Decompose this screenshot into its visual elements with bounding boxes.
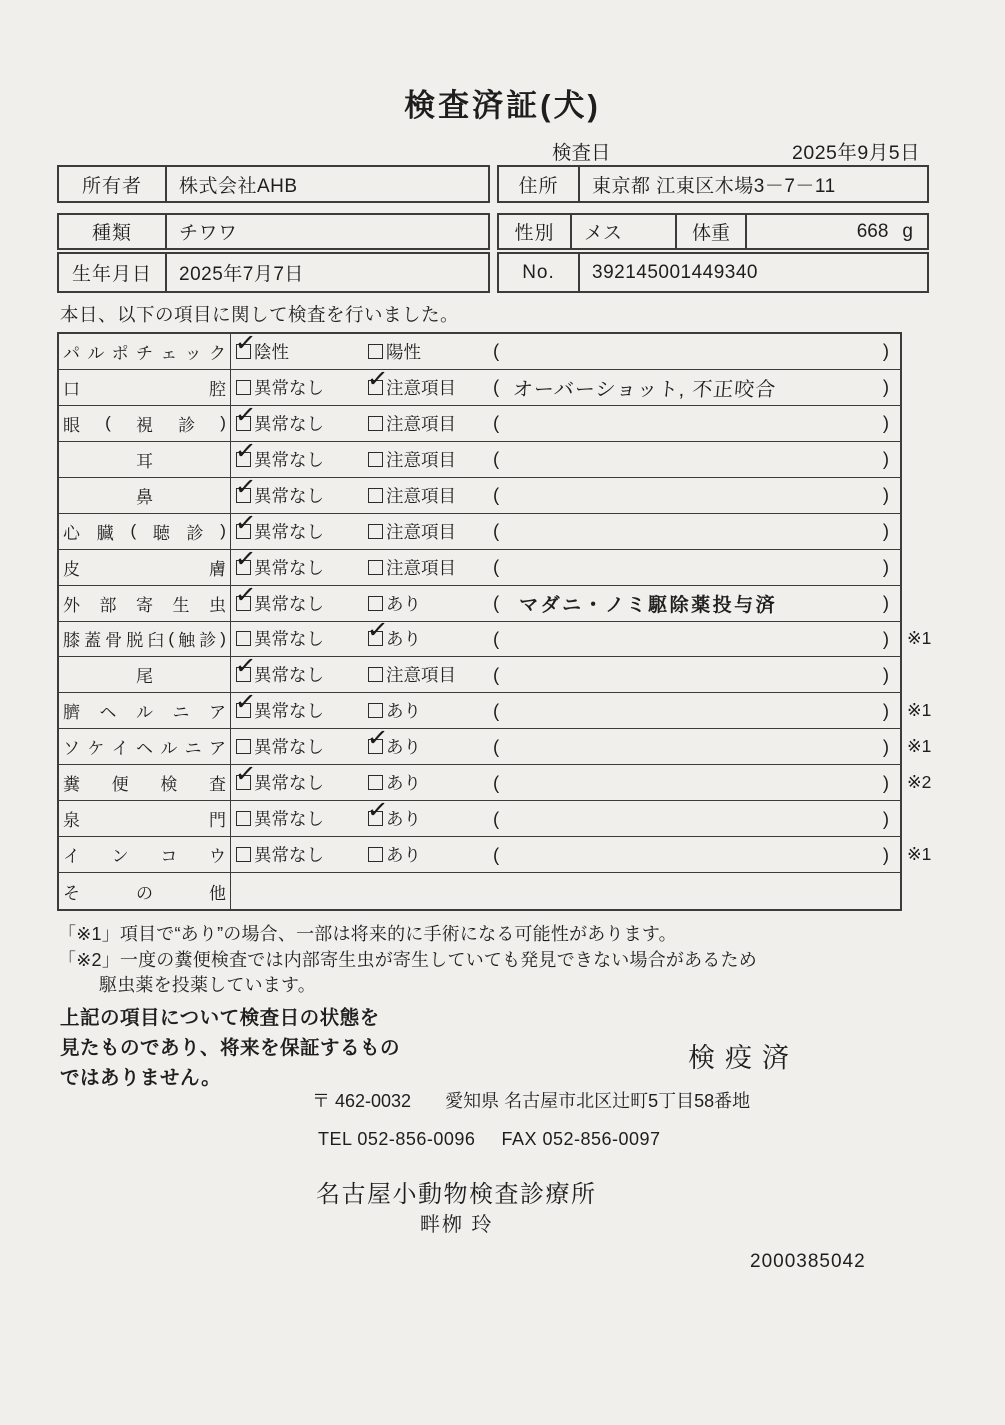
- remarks-field[interactable]: [493, 478, 889, 513]
- option-1-label: 異常なし: [254, 413, 324, 434]
- paren-close: ): [882, 340, 889, 362]
- exam-item-name: ソ ケ イ ヘ ル ニ ア: [59, 729, 231, 764]
- option-1-label: 異常なし: [254, 701, 324, 722]
- option-2-label: あり: [386, 701, 421, 722]
- sex-value: メス: [572, 215, 677, 248]
- clinic-address: 愛知県 名古屋市北区辻町5丁目58番地: [445, 1091, 751, 1111]
- paren-open: (: [493, 556, 500, 578]
- exam-item-name: 尾: [59, 657, 231, 692]
- checkbox-option-1[interactable]: [236, 560, 251, 575]
- exam-row-content: [231, 657, 900, 692]
- exam-row: [59, 334, 900, 370]
- exam-row-content: [231, 873, 900, 909]
- option-2-label: 注意項目: [386, 485, 456, 506]
- disclaimer: [60, 1003, 400, 1093]
- checkbox-option-1[interactable]: [236, 667, 251, 682]
- remarks-field[interactable]: [493, 550, 889, 585]
- paren-close: ): [882, 448, 889, 470]
- option-2-label: あり: [386, 737, 421, 758]
- exam-item-name: 膝 蓋 骨 脱 臼 ( 触 診 ): [59, 622, 231, 657]
- owner-box: [57, 165, 490, 203]
- exam-row: [59, 622, 932, 658]
- exam-row-content: [231, 334, 900, 369]
- exam-row-content: [231, 765, 932, 800]
- row-note-mark: ※1: [907, 700, 932, 721]
- exam-row-content: [231, 442, 900, 477]
- sex-label: 性別: [499, 215, 572, 248]
- checkbox-option-2[interactable]: [368, 739, 383, 754]
- clinic-postal-code: 〒 462-0032: [312, 1091, 412, 1111]
- checkbox-option-1[interactable]: [236, 631, 251, 646]
- option-1: [236, 729, 324, 764]
- owner-label: 所有者: [59, 167, 167, 201]
- breed-label: 種類: [59, 215, 167, 248]
- footnote-2-line1: 「※2」一度の糞便検査では内部寄生虫が寄生していても発見できない場合があるため: [58, 950, 757, 970]
- exam-row: [59, 478, 900, 514]
- option-1: [236, 765, 324, 800]
- checkbox-option-2[interactable]: [368, 560, 383, 575]
- exam-item-name: 鼻: [59, 478, 231, 513]
- paren-close: ): [882, 663, 889, 685]
- clinic-name: 名古屋小動物検査診療所: [316, 1181, 597, 1208]
- option-2-label: 注意項目: [386, 521, 456, 542]
- certificate-number-box: [497, 252, 929, 293]
- exam-item-name: 耳: [59, 442, 231, 477]
- option-2: [368, 657, 456, 692]
- clinic-tel-line: [318, 1129, 661, 1150]
- examiner-name: 畔栁 玲: [420, 1214, 494, 1236]
- exam-row: [59, 873, 900, 909]
- remarks-field[interactable]: [493, 406, 889, 441]
- option-1: [236, 586, 324, 621]
- paren-close: ): [882, 592, 889, 614]
- paren-close: ): [882, 627, 889, 649]
- checkbox-option-1[interactable]: [236, 811, 251, 826]
- paren-close: ): [882, 376, 889, 398]
- option-2-label: あり: [386, 593, 421, 614]
- breed-box: [57, 213, 490, 250]
- paren-close: ): [882, 807, 889, 829]
- remarks-field[interactable]: [493, 514, 889, 549]
- paren-open: (: [493, 627, 500, 649]
- checkbox-option-1[interactable]: [236, 739, 251, 754]
- paren-open: (: [493, 592, 500, 614]
- paren-close: ): [882, 556, 889, 578]
- option-1-label: 異常なし: [254, 377, 324, 398]
- owner-value: 株式会社AHB: [179, 175, 298, 197]
- weight-value: 668: [856, 220, 889, 242]
- row-note-mark: ※2: [907, 772, 932, 793]
- exam-row: [59, 693, 932, 729]
- option-2-label: 陽性: [386, 341, 421, 362]
- inspection-date-label: 検査日: [552, 142, 611, 164]
- row-note-mark: ※1: [907, 844, 932, 865]
- birthdate-value: 2025年7月7日: [179, 264, 304, 285]
- option-2: [368, 334, 421, 369]
- exam-row: [59, 370, 900, 406]
- paren-close: ): [882, 843, 889, 865]
- remarks-text: マダニ・ノミ駆除薬投与済: [519, 594, 778, 616]
- checkbox-option-1[interactable]: [236, 344, 251, 359]
- breed-value: チワワ: [179, 223, 238, 244]
- option-1-label: 異常なし: [254, 665, 324, 686]
- page-title: 検査済証(犬): [404, 88, 601, 123]
- certificate-number-value: 392145001449340: [592, 261, 759, 283]
- exam-item-name: 口 腔: [59, 370, 231, 405]
- checkbox-option-1[interactable]: [236, 596, 251, 611]
- paren-close: ): [882, 699, 889, 721]
- remarks-field[interactable]: [493, 442, 889, 477]
- checkbox-option-2[interactable]: [368, 416, 383, 431]
- weight-label: 体重: [677, 215, 747, 248]
- exam-row-content: [231, 729, 932, 764]
- option-1-label: 異常なし: [254, 557, 324, 578]
- remarks-field[interactable]: [493, 657, 889, 692]
- paren-open: (: [493, 771, 500, 793]
- checkbox-option-1[interactable]: [236, 847, 251, 862]
- remarks-field[interactable]: [493, 370, 889, 405]
- paren-open: (: [493, 484, 500, 506]
- option-1-label: 異常なし: [254, 629, 324, 650]
- exam-item-name: 糞 便 検 査: [59, 765, 231, 800]
- exam-row: [59, 837, 932, 873]
- checkbox-option-2[interactable]: [368, 596, 383, 611]
- option-1-label: 異常なし: [254, 845, 324, 866]
- option-2: [368, 442, 456, 477]
- clinic-postal-line: [312, 1087, 750, 1113]
- certificate-number-label: No.: [499, 254, 580, 291]
- exam-row: [59, 586, 900, 622]
- option-1: [236, 514, 324, 549]
- weight-unit: g: [902, 220, 913, 242]
- option-1: [236, 693, 324, 728]
- remarks-field[interactable]: [493, 586, 889, 621]
- option-1: [236, 657, 324, 692]
- paren-open: (: [493, 663, 500, 685]
- paren-close: ): [882, 771, 889, 793]
- checkbox-option-1[interactable]: [236, 416, 251, 431]
- paren-close: ): [882, 412, 889, 434]
- option-1: [236, 370, 324, 405]
- exam-row: [59, 514, 900, 550]
- paren-open: (: [493, 735, 500, 757]
- option-2-label: 注意項目: [386, 377, 456, 398]
- exam-row-content: [231, 801, 900, 836]
- exam-item-name: パ ル ポ チ ェ ッ ク: [59, 334, 231, 369]
- exam-row: [59, 406, 900, 442]
- remarks-field[interactable]: [493, 729, 889, 764]
- checkbox-option-2[interactable]: [368, 452, 383, 467]
- remarks-text: オーバーショット, 不正咬合: [511, 378, 778, 401]
- option-2-label: 注意項目: [386, 665, 456, 686]
- clinic-tel: TEL 052-856-0096: [318, 1129, 476, 1149]
- exam-row: [59, 442, 900, 478]
- serial-number: 2000385042: [750, 1251, 866, 1272]
- paren-open: (: [493, 340, 500, 362]
- option-2-label: あり: [386, 845, 421, 866]
- option-1-label: 異常なし: [254, 773, 324, 794]
- option-2-label: 注意項目: [386, 413, 456, 434]
- clinic-fax: FAX 052-856-0097: [501, 1129, 661, 1149]
- paren-open: (: [493, 448, 500, 470]
- paren-open: (: [493, 520, 500, 542]
- option-1-label: 異常なし: [254, 737, 324, 758]
- option-1-label: 異常なし: [254, 485, 324, 506]
- checkbox-option-1[interactable]: [236, 380, 251, 395]
- option-2-label: あり: [386, 629, 421, 650]
- disclaimer-line1: 上記の項目について検査日の状態を: [60, 1007, 380, 1029]
- option-2: [368, 406, 456, 441]
- footnote-2-line2: 駆虫薬を投薬しています。: [99, 975, 316, 995]
- checkbox-option-2[interactable]: [368, 775, 383, 790]
- option-1: [236, 406, 324, 441]
- option-2-label: あり: [386, 809, 421, 830]
- exam-row-content: [231, 550, 900, 585]
- sex-weight-box: [497, 213, 929, 250]
- option-2: [368, 622, 421, 657]
- option-2: [368, 729, 421, 764]
- remarks-field[interactable]: [493, 693, 889, 728]
- exam-row: [59, 765, 932, 801]
- paren-open: (: [493, 412, 500, 434]
- exam-table: [57, 332, 932, 911]
- option-1: [236, 442, 324, 477]
- exam-row-content: [231, 837, 932, 872]
- remarks-field[interactable]: [493, 837, 889, 872]
- remarks-field[interactable]: [493, 801, 889, 836]
- option-2: [368, 801, 421, 836]
- option-2-label: 注意項目: [386, 449, 456, 470]
- weight-value-cell: [747, 221, 927, 243]
- exam-item-name: 外 部 寄 生 虫: [59, 586, 231, 621]
- exam-item-name: 泉 門: [59, 801, 231, 836]
- option-1-label: 異常なし: [254, 449, 324, 470]
- remarks-field[interactable]: [493, 334, 889, 369]
- option-2: [368, 370, 456, 405]
- disclaimer-line2: 見たものであり、将来を保証するもの: [60, 1037, 401, 1059]
- option-1-label: 陰性: [254, 341, 289, 362]
- checkbox-option-2[interactable]: [368, 488, 383, 503]
- disclaimer-line3: ではありません。: [60, 1067, 222, 1089]
- option-1: [236, 837, 324, 872]
- exam-item-name: 心 臓 ( 聴 診 ): [59, 514, 231, 549]
- option-1: [236, 801, 324, 836]
- paren-open: (: [493, 843, 500, 865]
- exam-row-content: [231, 586, 900, 621]
- checkbox-option-2[interactable]: [368, 524, 383, 539]
- address-box: [497, 165, 929, 203]
- option-1: [236, 334, 289, 369]
- exam-row-content: [231, 514, 900, 549]
- checkbox-option-2[interactable]: [368, 811, 383, 826]
- option-1-label: 異常なし: [254, 521, 324, 542]
- checkbox-option-2[interactable]: [368, 631, 383, 646]
- address-value: 東京都 江東区木場3－7－11: [592, 175, 836, 197]
- exam-item-name: 眼 ( 視 診 ): [59, 406, 231, 441]
- paren-close: ): [882, 484, 889, 506]
- option-2: [368, 478, 456, 513]
- checkbox-option-1[interactable]: [236, 524, 251, 539]
- option-1: [236, 478, 324, 513]
- paren-open: (: [493, 376, 500, 398]
- paren-close: ): [882, 520, 889, 542]
- option-2: [368, 514, 456, 549]
- checkbox-option-1[interactable]: [236, 488, 251, 503]
- exam-row-content: [231, 370, 900, 405]
- row-note-mark: ※1: [907, 628, 932, 649]
- intro-sentence: 本日、以下の項目に関して検査を行いました。: [60, 304, 460, 325]
- paren-close: ): [882, 735, 889, 757]
- exam-row: [59, 729, 932, 765]
- exam-row-content: [231, 693, 932, 728]
- birthdate-box: [57, 252, 490, 293]
- exam-row-content: [231, 406, 900, 441]
- exam-item-name: 臍 ヘ ル ニ ア: [59, 693, 231, 728]
- checkbox-option-2[interactable]: [368, 847, 383, 862]
- option-2-label: 注意項目: [386, 557, 456, 578]
- exam-row: [59, 801, 900, 837]
- remarks-field[interactable]: [493, 622, 889, 657]
- option-1-label: 異常なし: [254, 593, 324, 614]
- checkbox-option-2[interactable]: [368, 703, 383, 718]
- paren-open: (: [493, 699, 500, 721]
- exam-row: [59, 550, 900, 586]
- exam-row: [59, 657, 900, 693]
- checkbox-option-1[interactable]: [236, 703, 251, 718]
- checkbox-option-2[interactable]: [368, 380, 383, 395]
- option-2: [368, 837, 421, 872]
- address-label: 住所: [499, 167, 580, 201]
- option-2: [368, 550, 456, 585]
- inspection-date-value: 2025年9月5日: [792, 142, 921, 164]
- checkbox-option-2[interactable]: [368, 344, 383, 359]
- exam-row-content: [231, 622, 932, 657]
- paren-open: (: [493, 807, 500, 829]
- exam-item-name: イ ン コ ウ: [59, 837, 231, 872]
- checkbox-option-2[interactable]: [368, 667, 383, 682]
- exam-item-name: そ の 他: [59, 873, 231, 909]
- birthdate-label: 生年月日: [59, 254, 167, 291]
- checkbox-option-1[interactable]: [236, 452, 251, 467]
- option-1-label: 異常なし: [254, 809, 324, 830]
- exam-row-content: [231, 478, 900, 513]
- option-2-label: あり: [386, 773, 421, 794]
- option-1: [236, 622, 324, 657]
- checkbox-option-1[interactable]: [236, 775, 251, 790]
- quarantine-stamp: 検疫済: [688, 1043, 799, 1073]
- exam-item-name: 皮 膚: [59, 550, 231, 585]
- footnote-1: 「※1」項目で“あり”の場合、一部は将来的に手術になる可能性があります。: [58, 924, 677, 944]
- row-note-mark: ※1: [907, 736, 932, 757]
- remarks-field[interactable]: [493, 765, 889, 800]
- option-1: [236, 550, 324, 585]
